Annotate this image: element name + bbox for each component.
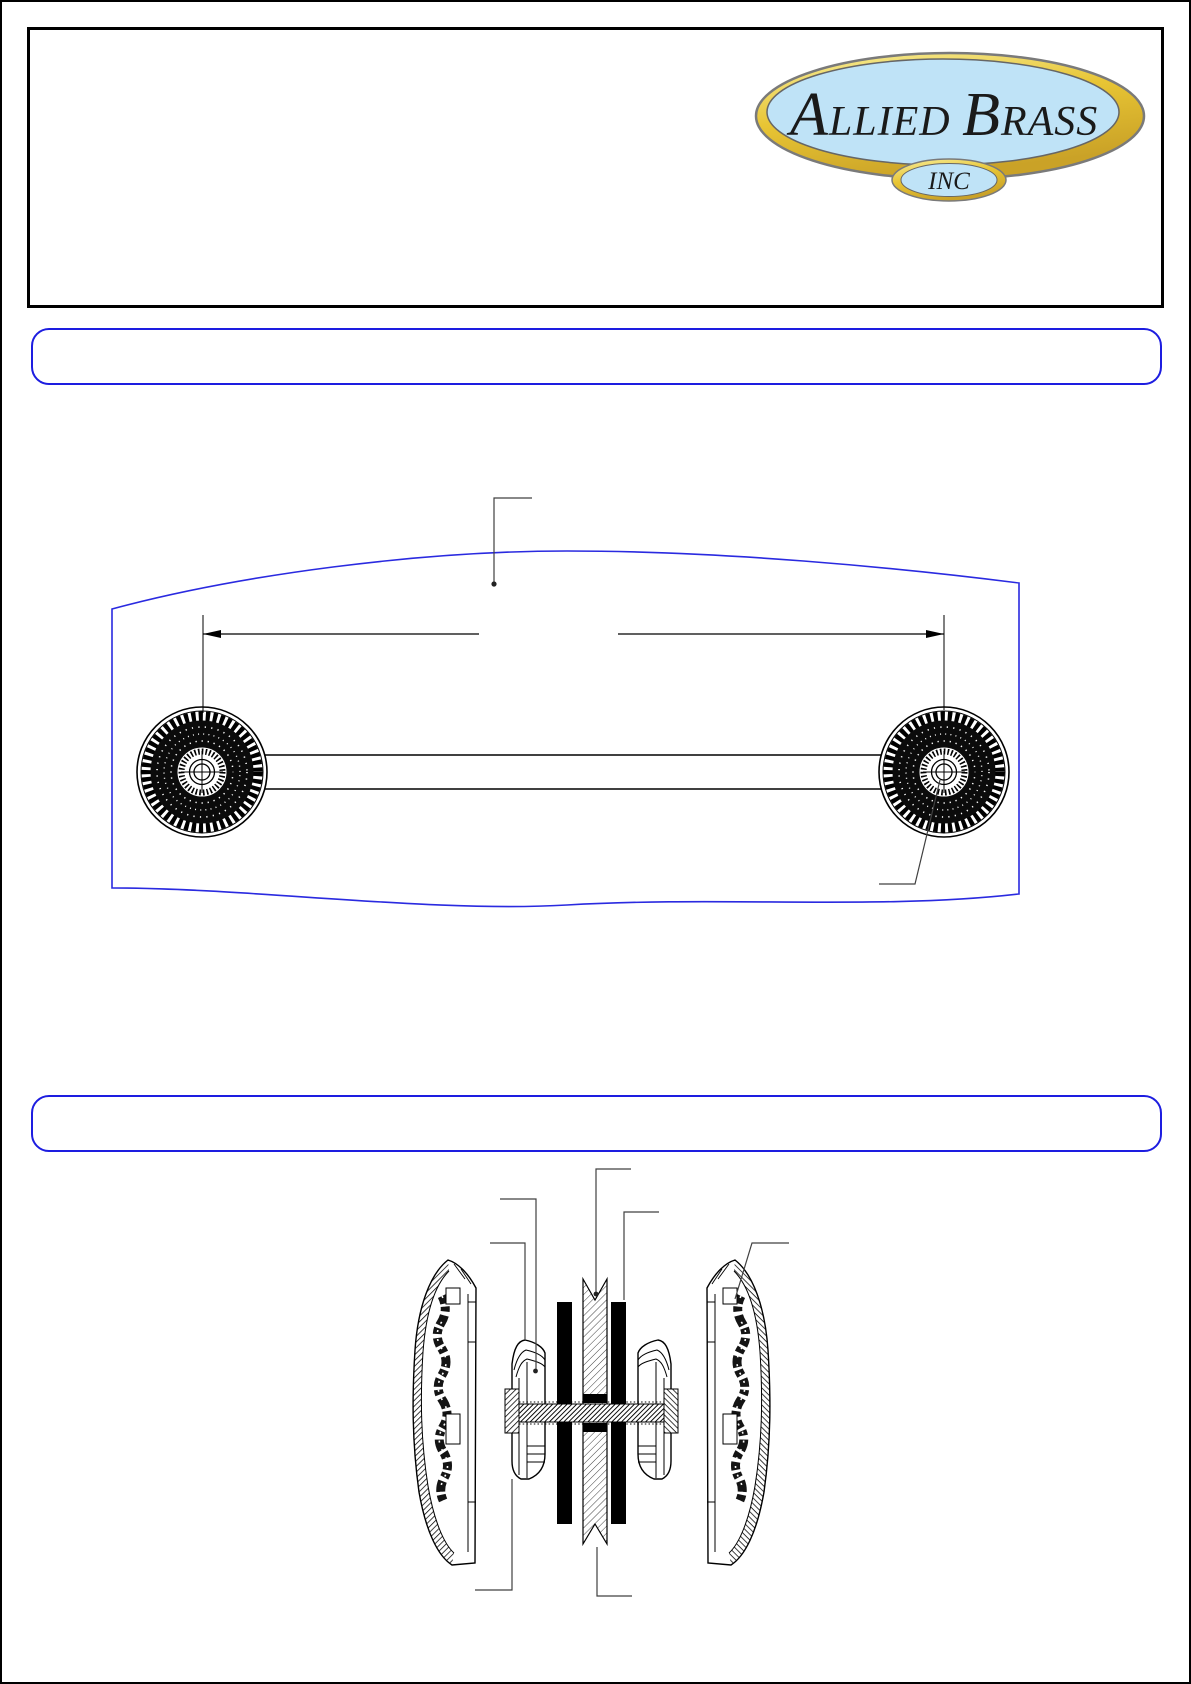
dimension-line — [203, 615, 944, 713]
front-view-drawing — [112, 498, 1019, 907]
logo-subtitle-text: INC — [928, 168, 970, 195]
technical-drawings-svg — [2, 2, 1191, 1684]
leader-dot — [594, 1292, 599, 1297]
leader-bracket-bottom — [475, 1479, 512, 1590]
dimension-arrow-left — [203, 630, 221, 638]
leader-dot — [491, 581, 496, 586]
towel-bar — [265, 755, 882, 789]
mounting-bolt — [519, 1402, 664, 1424]
left-flange — [137, 707, 267, 837]
leader-wall-section — [594, 1169, 631, 1296]
right-flange — [879, 707, 1009, 837]
leader-wall-bottom — [597, 1547, 632, 1596]
leader-anchor-bar — [624, 1212, 659, 1300]
leader-wall-callout — [491, 498, 532, 587]
exploded-view-drawing — [413, 1169, 789, 1596]
dimension-arrow-right — [926, 630, 944, 638]
leader-bracket-top — [490, 1243, 525, 1340]
leader-dot — [533, 1369, 538, 1374]
allied-brass-logo — [756, 53, 1144, 201]
logo-brand-text: ALLIED BRASS — [790, 81, 1099, 149]
